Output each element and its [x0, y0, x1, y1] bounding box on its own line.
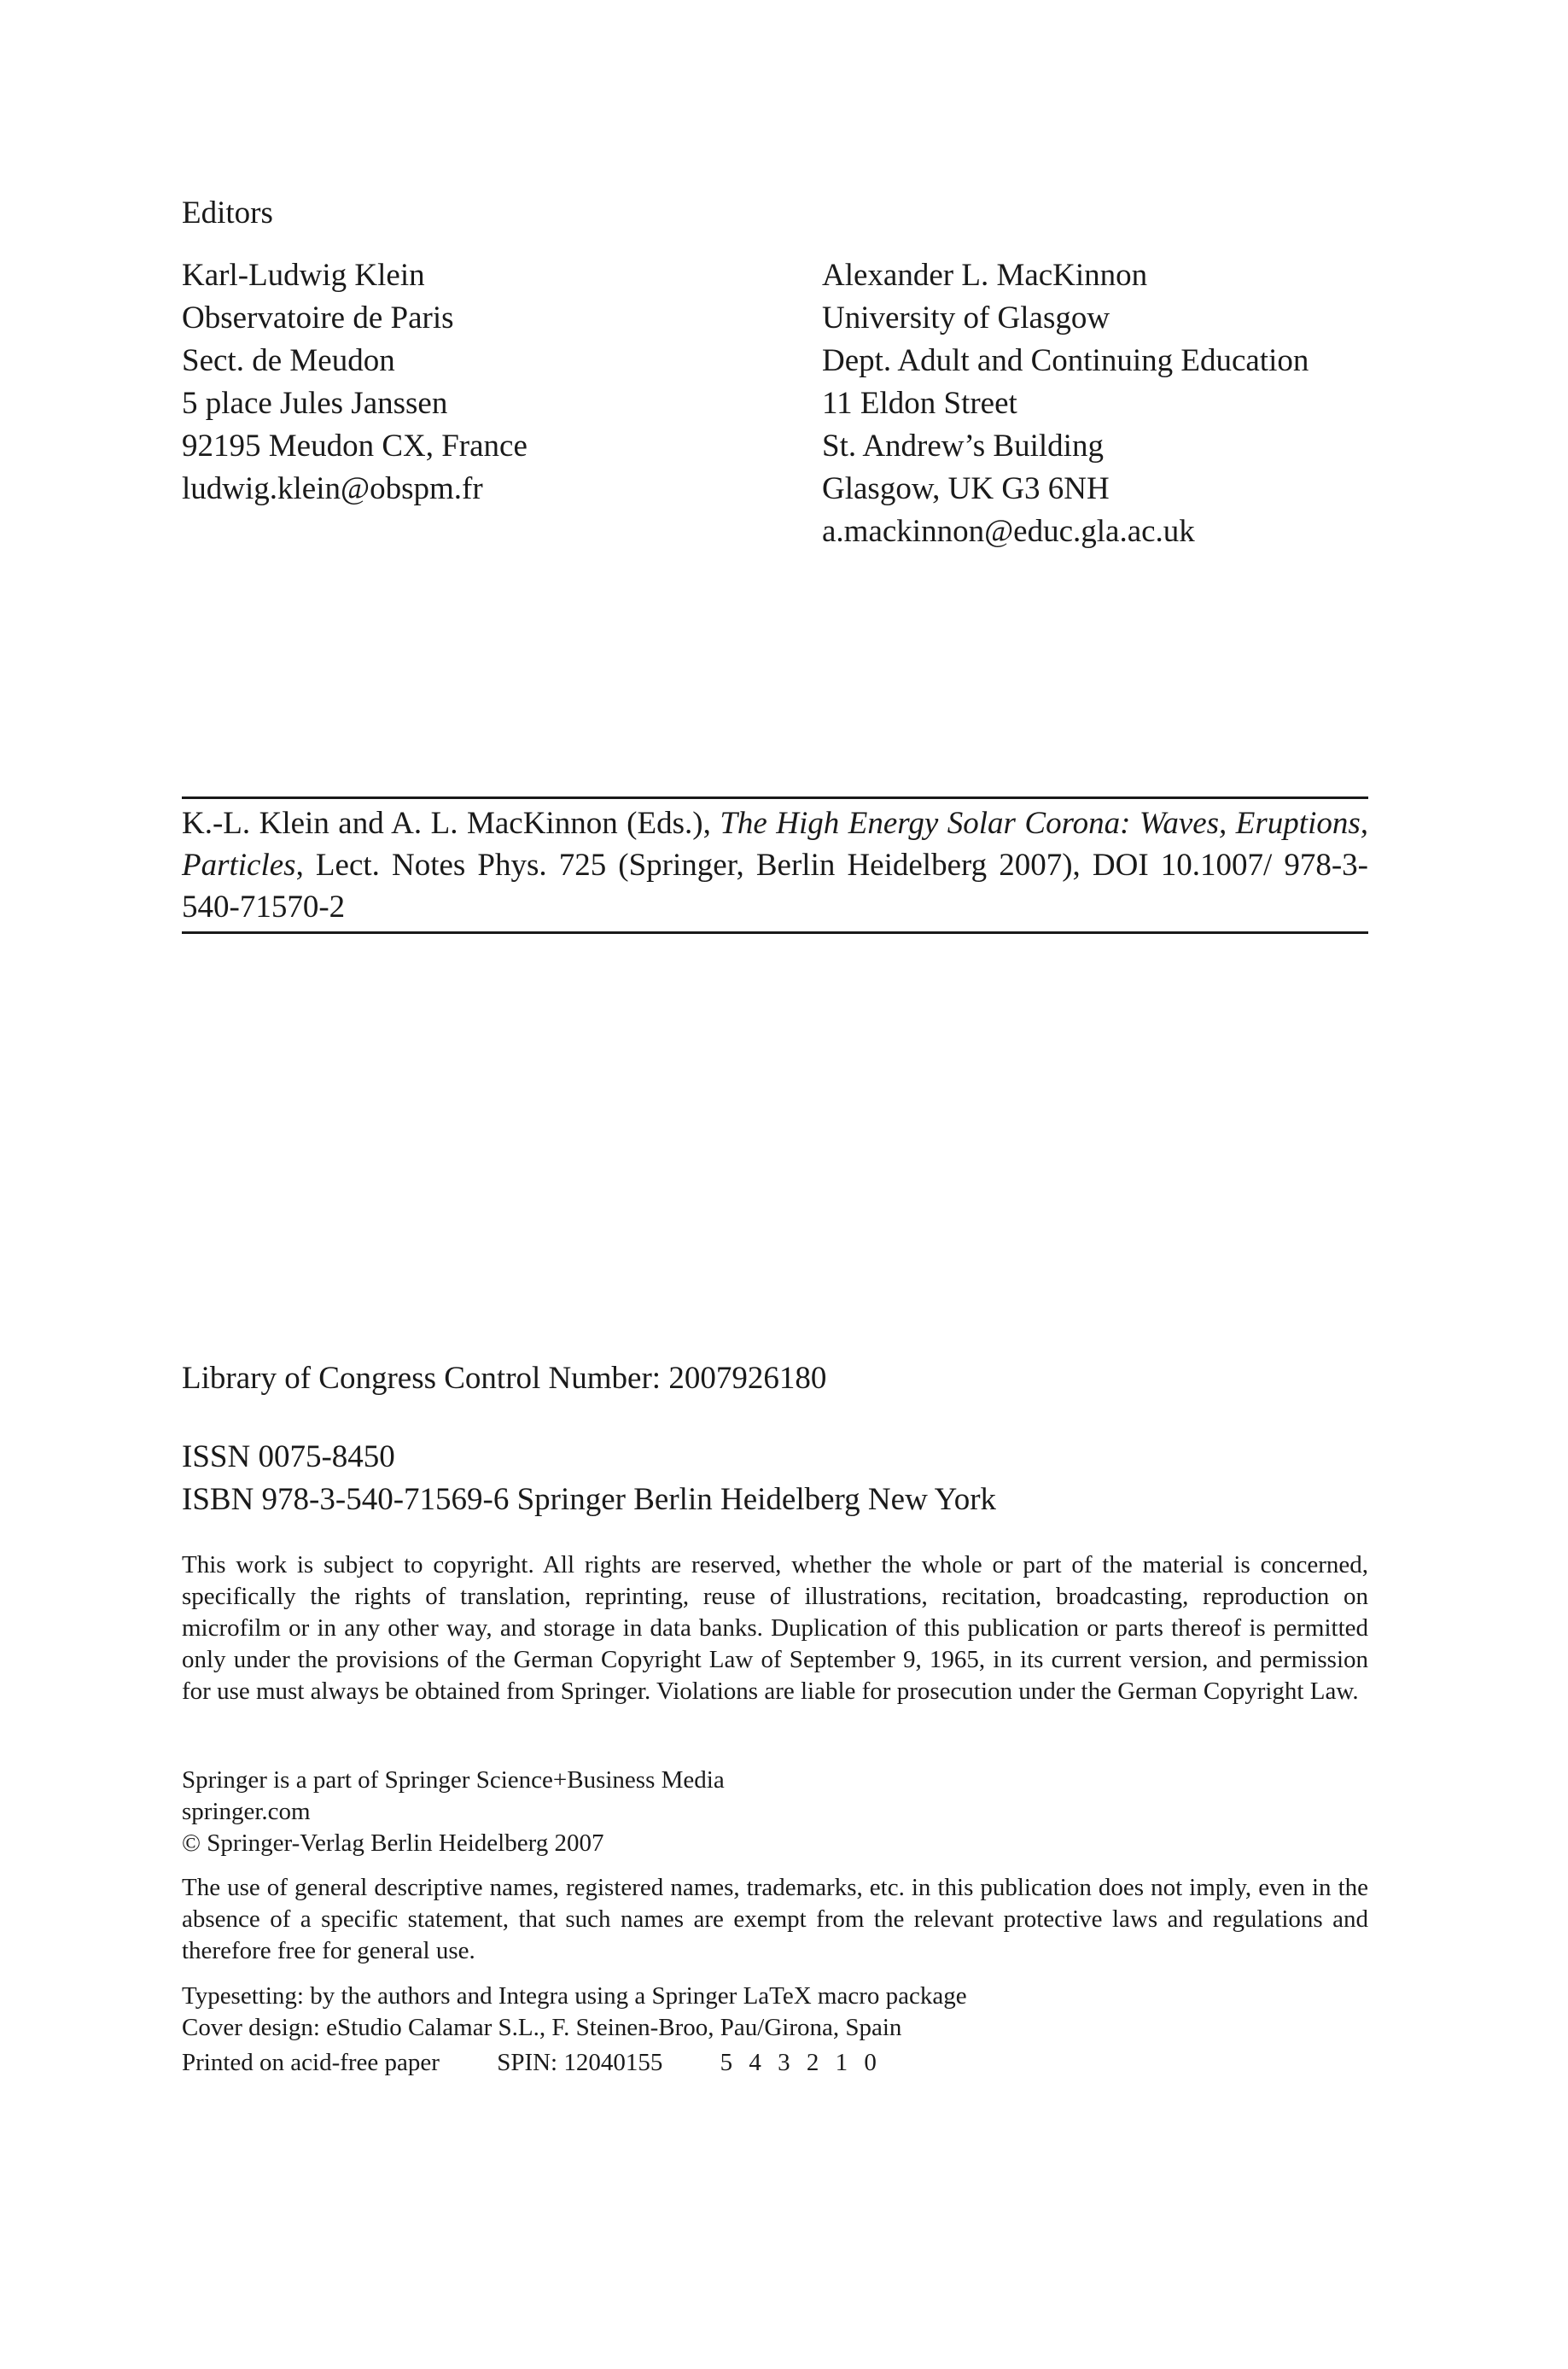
names-paragraph: The use of general descriptive names, registered names, trademarks, etc. in this publication does not imply, even in the absence of a specific statement, that such names are exempt from the relevant protective laws and regulations and therefore free for general use. — [182, 1874, 1368, 1964]
springer-url: springer.com — [182, 1798, 311, 1825]
typesetting-line — [182, 1981, 1368, 2012]
typesetting-block — [182, 1981, 1368, 2044]
typesetting-suffix: macro package — [811, 1982, 967, 2010]
cover-design-line: Cover design: eStudio Calamar S.L., F. Steinen-Broo, Pau/Girona, Spain — [182, 2014, 902, 2041]
latex-logo: LaTeX — [743, 1982, 812, 2010]
editors-heading: Editors — [182, 195, 273, 230]
issn-isbn-block — [182, 1436, 996, 1521]
isbn-line: ISBN 978-3-540-71569-6 Springer Berlin Heidelberg New York — [182, 1482, 997, 1517]
editor-left-line: Observatoire de Paris — [182, 301, 454, 336]
copyright-paragraph: This work is subject to copyright. All rights are reserved, whether the whole or part of the material is concerned, specifically the rights of translation, reprinting, reuse of illustrations, recitation, broadcasting, reproduction on microfilm or in any other way, and storage in data banks. Duplication of this publication or parts thereof is permitted only under the provisions of the German Copyright Law of September 9, 1965, in its current version, and permission for use must always be obtained from Springer. Violations are liable for prosecution under the German Copyright Law. — [182, 1551, 1368, 1705]
citation-details: , Lect. Notes Phys. 725 (Springer, Berlin Heidelberg 2007), DOI 10.1007/ 978-3-540-71570-2 — [182, 848, 1368, 925]
editor-left-line: 92195 Meudon CX, France — [182, 429, 528, 464]
printing-info-line — [182, 2047, 1368, 2079]
editor-left-line: Sect. de Meudon — [182, 343, 395, 378]
editor-right-line: Glasgow, UK G3 6NH — [822, 471, 1110, 506]
editor-right-address — [822, 254, 1309, 553]
springer-block — [182, 1765, 1368, 1859]
editor-left-address — [182, 254, 528, 511]
springer-part-line: Springer is a part of Springer Science+Business Media — [182, 1766, 725, 1794]
typesetting-prefix: Typesetting: by the authors and Integra using a Springer — [182, 1982, 743, 2010]
printed-on-paper: Printed on acid-free paper — [182, 2049, 440, 2076]
editor-right-line: University of Glasgow — [822, 301, 1110, 336]
citation-authors: K.-L. Klein and A. L. MacKinnon (Eds.), — [182, 806, 720, 841]
editor-right-email: a.mackinnon@educ.gla.ac.uk — [822, 514, 1195, 549]
editor-right-line: St. Andrew’s Building — [822, 429, 1104, 464]
citation-box — [182, 796, 1368, 934]
citation-title: The High Energy Solar Corona: Waves, Eruptions, Particles — [182, 806, 1369, 883]
print-run-numbers: 5 4 3 2 1 0 — [720, 2049, 882, 2076]
copyright-line: © Springer-Verlag Berlin Heidelberg 2007 — [182, 1829, 604, 1857]
editor-left-name: Karl-Ludwig Klein — [182, 258, 425, 293]
editor-left-email: ludwig.klein@obspm.fr — [182, 471, 483, 506]
editor-left-line: 5 place Jules Janssen — [182, 386, 448, 421]
spin-number: SPIN: 12040155 — [497, 2049, 663, 2076]
lccn-line: Library of Congress Control Number: 2007926180 — [182, 1361, 827, 1396]
editor-right-name: Alexander L. MacKinnon — [822, 258, 1148, 293]
editor-right-line: Dept. Adult and Continuing Education — [822, 343, 1309, 378]
issn-line: ISSN 0075-8450 — [182, 1439, 395, 1474]
editor-right-line: 11 Eldon Street — [822, 386, 1017, 421]
